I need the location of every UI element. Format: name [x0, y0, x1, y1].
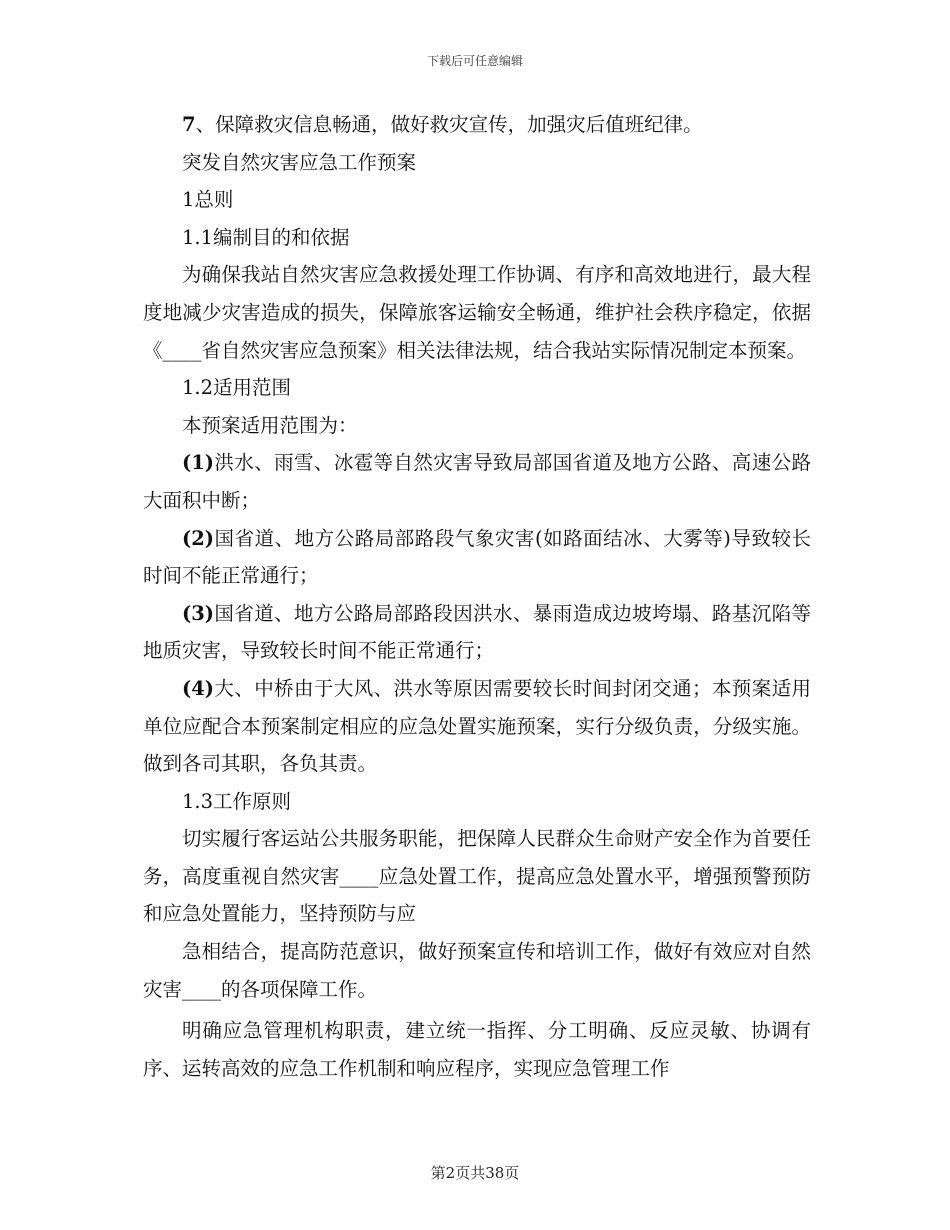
paragraph-text: 突发自然灾害应急工作预案 — [182, 150, 417, 174]
paragraph-text: 国省道、地方公路局部路段因洪水、暴雨造成边坡垮塌、路基沉陷等地质灾害，导致较长时间不能正常通行； — [143, 601, 811, 663]
scope-item-3 — [143, 595, 811, 670]
paragraph-item-7 — [143, 106, 811, 144]
paragraph-text: 洪水、雨雪、冰雹等自然灾害导致局部国省道及地方公路、高速公路大面积中断； — [143, 451, 811, 512]
scope-item-4 — [143, 670, 811, 783]
paragraph-purpose — [143, 256, 811, 369]
paragraph-number: (2) — [182, 526, 215, 550]
section-heading-1 — [143, 181, 811, 219]
paragraph-number: (1) — [182, 451, 215, 475]
paragraph-text: 、保障救灾信息畅通，做好救灾宣传，加强灾后值班纪律。 — [195, 113, 703, 136]
paragraph-text: 切实履行客运站公共服务职能，把保障人民群众生命财产安全作为首要任务，高度重视自然灾害____应急处置工作，提高应急处置水平，增强预警预防和应急处置能力，坚持预防与应 — [143, 827, 811, 926]
paragraph-principle-1 — [143, 820, 811, 933]
page-number: 第2页共38页 — [430, 1164, 520, 1182]
document-body — [143, 106, 811, 1087]
scope-item-1 — [143, 444, 811, 519]
paragraph-number: (4) — [182, 676, 215, 700]
paragraph-text: 大、中桥由于大风、洪水等原因需要较长时间封闭交通；本预案适用单位应配合本预案制定相应的应急处置实施预案，实行分级负责，分级实施。做到各司其职，各负其责。 — [143, 676, 811, 776]
document-title — [143, 144, 811, 182]
section-heading-1-1 — [143, 219, 811, 257]
paragraph-text: 为确保我站自然灾害应急救援处理工作协调、有序和高效地进行，最大程度地减少灾害造成的损失，保障旅客运输安全畅通，维护社会秩序稳定，依据《____省自然灾害应急预案》相关法律法规，结合我站实际情况制定本预案。 — [143, 263, 811, 362]
scope-item-2 — [143, 520, 811, 595]
paragraph-text: 明确应急管理机构职责，建立统一指挥、分工明确、反应灵敏、协调有序、运转高效的应急工作机制和响应程序，实现应急管理工作 — [143, 1019, 811, 1080]
paragraph-text: 本预案适用范围为： — [182, 413, 358, 437]
section-heading-1-2 — [143, 369, 811, 407]
paragraph-number: (3) — [182, 601, 215, 625]
paragraph-number: 7 — [182, 113, 196, 136]
paragraph-text: 1总则 — [182, 188, 234, 212]
paragraph-text: 1.1编制目的和依据 — [182, 225, 350, 249]
paragraph-text: 1.3工作原则 — [182, 789, 292, 813]
paragraph-text: 国省道、地方公路局部路段气象灾害(如路面结冰、大雾等)导致较长时间不能正常通行； — [143, 526, 811, 588]
paragraph-text: 1.2适用范围 — [182, 376, 292, 400]
paragraph-principle-2 — [143, 933, 811, 1008]
paragraph-text: 急相结合，提高防范意识，做好预案宣传和培训工作，做好有效应对自然灾害____的各项保障工作。 — [143, 940, 811, 1001]
section-heading-1-3 — [143, 783, 811, 821]
paragraph-scope-intro — [143, 407, 811, 445]
header-note: 下载后可任意编辑 — [426, 54, 523, 68]
paragraph-principle-3 — [143, 1012, 811, 1087]
